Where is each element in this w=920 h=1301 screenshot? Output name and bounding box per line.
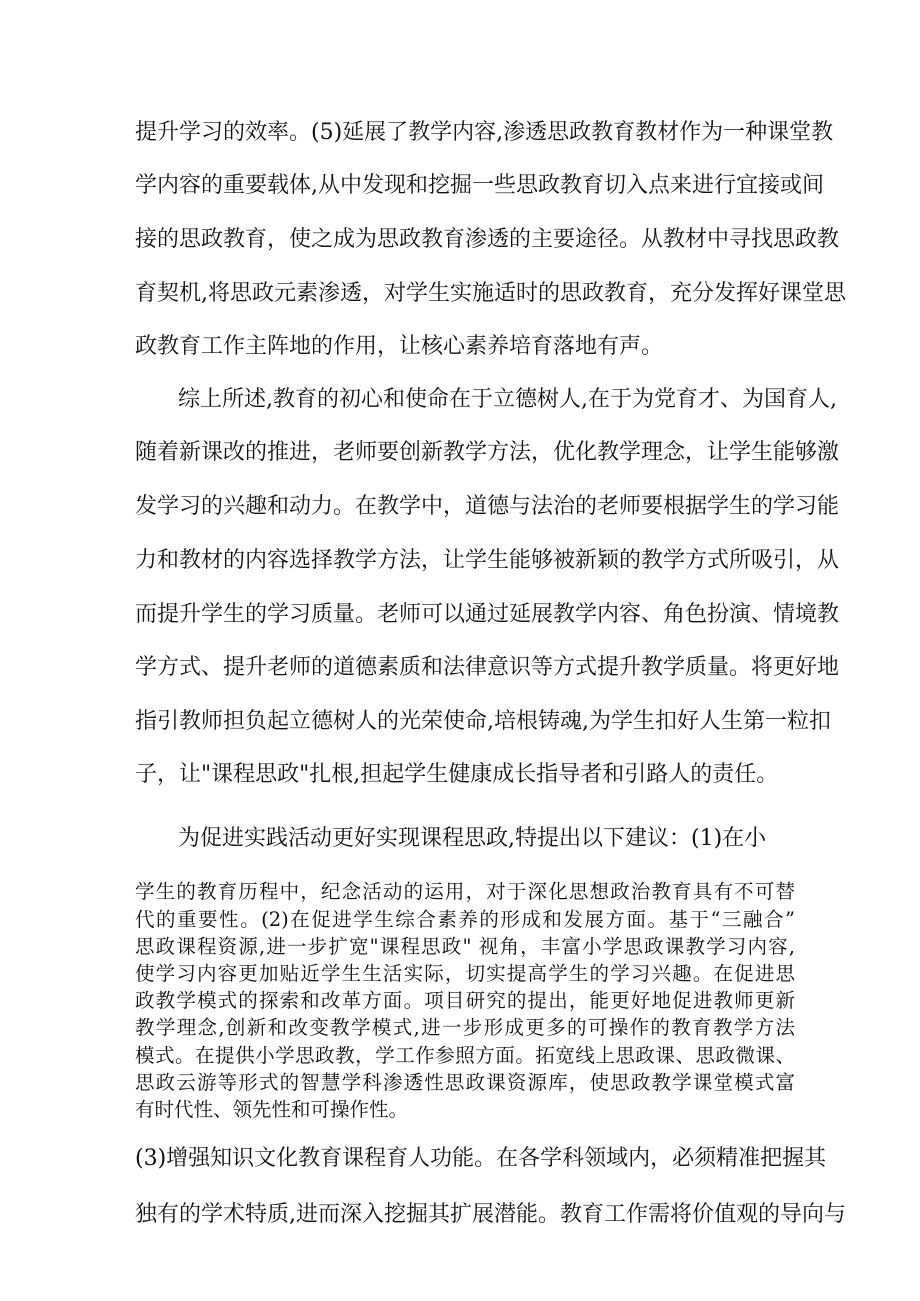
text-line: 为促进实践活动更好实现课程思政,特提出以下建议：(1)在小 (178, 826, 767, 851)
text-line: 政教育工作主阵地的作用，让核心素养培育落地有声。 (135, 334, 664, 359)
text-line: 育契机,将思政元素渗透，对学生实施适时的思政教育，充分发挥好课堂思 (135, 281, 846, 306)
text-line: 接的思政教育，使之成为思政教育渗透的主要途径。从教材中寻找思政教 (135, 227, 840, 252)
text-line: 力和教材的内容选择教学方法，让学生能够被新颖的教学方式所吸引，从 (135, 548, 840, 573)
text-line: 模式。在提供小学思政教，学工作参照方面。拓宽线上思政课、思政微课、 (135, 1044, 795, 1067)
text-line: 而提升学生的学习质量。老师可以通过延展教学内容、角色扮演、情境教 (135, 602, 840, 627)
text-line: 政教学模式的探索和改革方面。项目研究的提出，能更好地促进教师更新 (135, 989, 795, 1012)
text-line: 综上所述,教育的初心和使命在于立德树人,在于为党育才、为国育人, (178, 387, 837, 412)
text-line: 独有的学术特质,进而深入挖掘其扩展潜能。教育工作需将价值观的导向与 (135, 1202, 846, 1227)
text-line: 提升学习的效率。(5)延展了教学内容,渗透思政教育教材作为一种课堂教 (135, 120, 834, 145)
text-line: 使学习内容更加贴近学生生活实际，切实提高学生的学习兴趣。在促进思 (135, 962, 795, 985)
text-line: 教学理念,创新和改变教学模式,进一步形成更多的可操作的教育教学方法 (135, 1016, 795, 1039)
text-line: 学内容的重要载体,从中发现和挖掘一些思政教育切入点来进行宜接或间 (135, 173, 824, 198)
text-line: 学方式、提升老师的道德素质和法律意识等方式提升教学质量。将更好地 (135, 655, 840, 680)
text-line: 指引教师担负起立德树人的光荣使命,培根铸魂,为学生扣好人生第一粒扣 (135, 709, 831, 734)
text-line: 有时代性、领先性和可操作性。 (135, 1098, 409, 1121)
text-line: (3)增强知识文化教育课程育人功能。在各学科领域内，必须精准把握其 (135, 1146, 827, 1171)
text-line: 思政课程资源,进一步扩宽"课程思政" 视角，丰富小学思政课教学习内容, (135, 935, 795, 958)
text-line: 学生的教育历程中，纪念活动的运用，对于深化思想政治教育具有不可替 (135, 880, 795, 903)
text-line: 子，让"课程思政"扎根,担起学生健康成长指导者和引路人的责任。 (135, 762, 779, 787)
text-line: 随着新课改的推进，老师要创新教学方法，优化教学理念，让学生能够激 (135, 440, 840, 465)
text-line: 思政云游等形式的智慧学科渗透性思政课资源库，使思政教学课堂模式富 (135, 1071, 795, 1094)
text-line: 发学习的兴趣和动力。在教学中，道德与法治的老师要根据学生的学习能 (135, 494, 840, 519)
text-line: 代的重要性。(2)在促进学生综合素养的形成和发展方面。基于“三融合” (135, 908, 795, 931)
